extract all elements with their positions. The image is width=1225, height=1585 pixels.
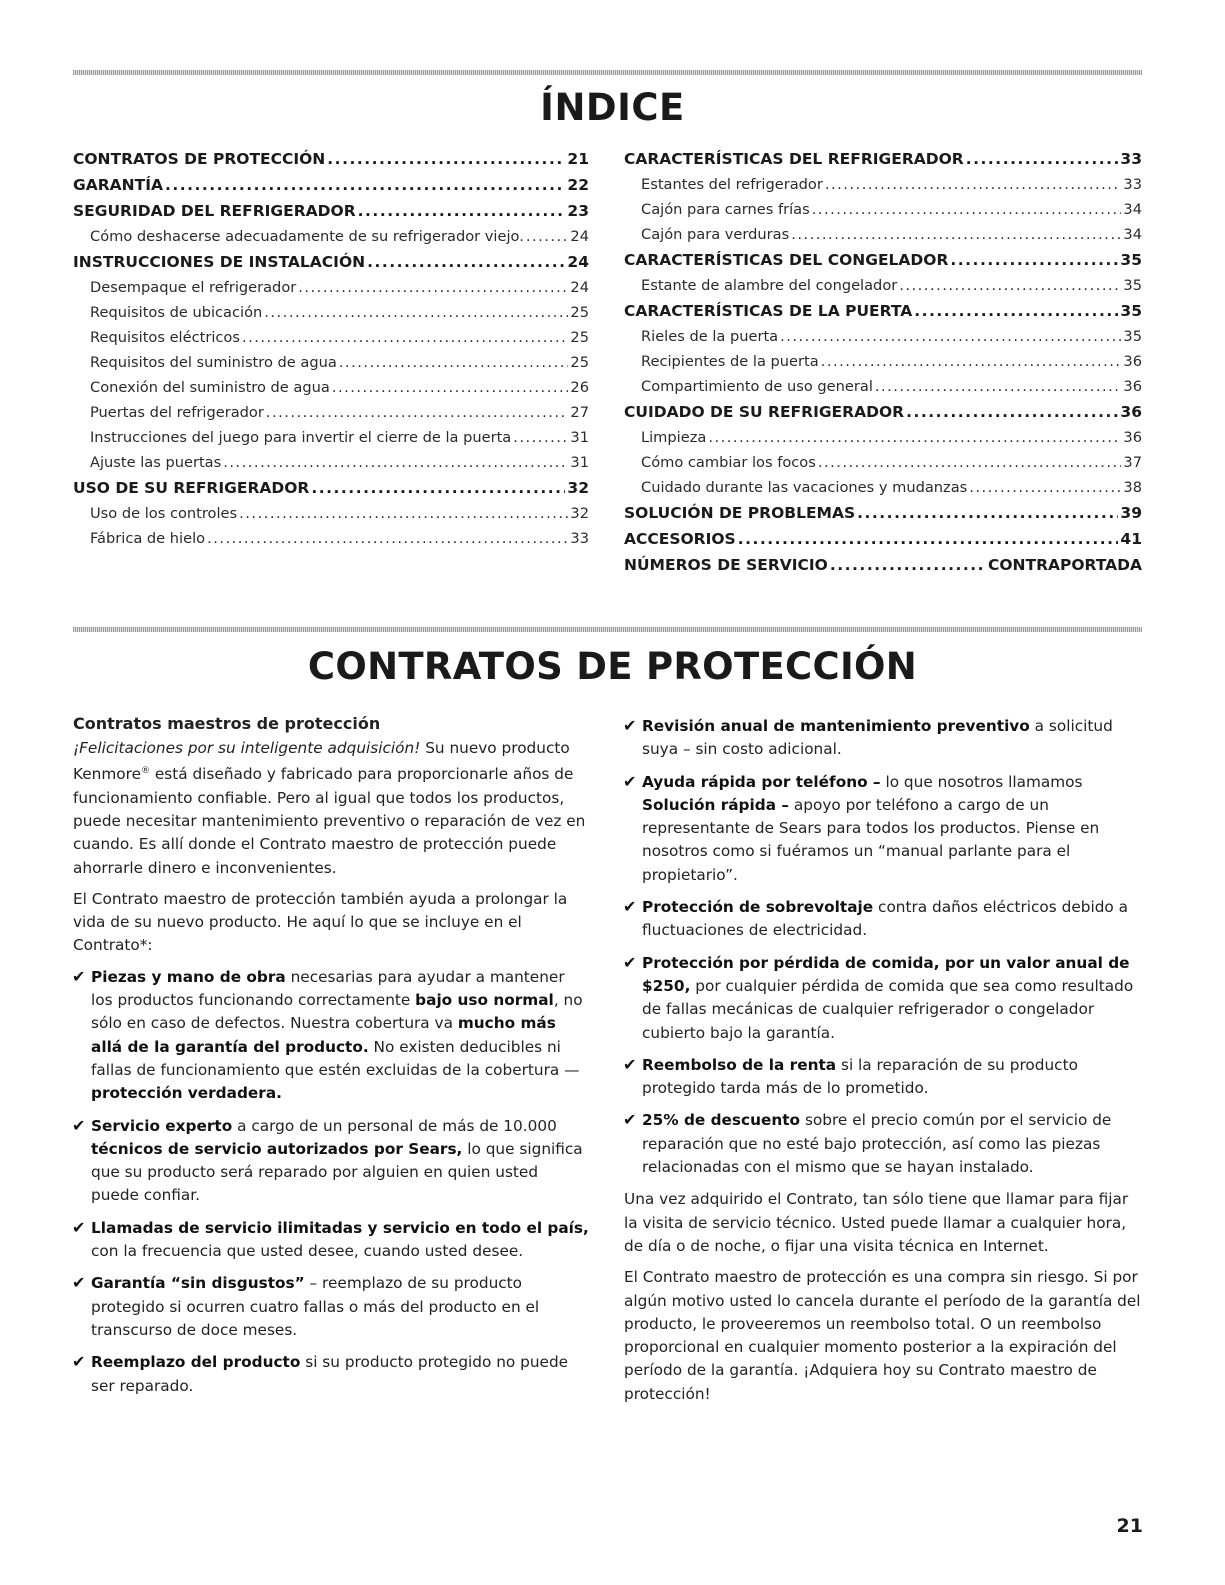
toc-entry-title: Fábrica de hielo (90, 530, 206, 547)
toc-dot-leader (223, 450, 568, 475)
toc-dot-leader (242, 325, 568, 350)
toc-dot-leader (264, 300, 568, 325)
toc-entry-title: NÚMEROS DE SERVICIO (624, 556, 828, 574)
toc-dot-leader (966, 147, 1119, 172)
page-number: 21 (1116, 1515, 1143, 1537)
toc-page-number: 25 (570, 304, 589, 321)
toc-page-number: 22 (567, 176, 589, 194)
toc-entry-title: Puertas del refrigerador (90, 404, 264, 421)
toc-section-entry (73, 173, 589, 198)
toc-entry-title: Estante de alambre del congelador (641, 277, 898, 294)
toc-section-entry (624, 527, 1142, 552)
toc-subsection-entry (624, 172, 1142, 197)
toc-entry-title: Desempaque el refrigerador (90, 279, 297, 296)
toc-section-entry (73, 476, 589, 501)
toc-dot-leader (780, 324, 1121, 349)
toc-section-entry (73, 250, 589, 275)
toc-page-number: 39 (1120, 504, 1142, 522)
toc-dot-leader (914, 299, 1118, 324)
toc-page-number: 36 (1123, 429, 1142, 446)
toc-dot-leader (875, 374, 1122, 399)
toc-entry-title: CUIDADO DE SU REFRIGERADOR (624, 403, 905, 421)
toc-entry-title: Requisitos de ubicación (90, 304, 263, 321)
toc-subsection-entry (624, 349, 1142, 374)
toc-entry-title: ACCESORIOS (624, 530, 736, 548)
toc-page-number: CONTRAPORTADA (987, 556, 1142, 574)
toc-section-entry (624, 501, 1142, 526)
toc-section-entry (624, 248, 1142, 273)
toc-entry-title: Instrucciones del juego para invertir el cierre de la puerta (90, 429, 512, 446)
toc-dot-leader (239, 501, 568, 526)
toc-dot-leader (812, 197, 1122, 222)
toc-subsection-entry (73, 350, 589, 375)
toc-entry-title: Limpieza (641, 429, 707, 446)
toc-page-number: 36 (1123, 378, 1142, 395)
toc-dot-leader (339, 350, 569, 375)
toc-dot-leader (791, 222, 1121, 247)
toc-page-number: 25 (570, 354, 589, 371)
section-divider (73, 627, 1142, 632)
benefit-food-loss: ✔ Protección por pérdida de comida, por un valor anual de $250, por cualquier pérdida de comida que sea como resultado de fallas mecánicas de cualquier refrigerador o congelador cubierto bajo la garantía. (623, 952, 1134, 1042)
checkmark-icon: ✔ (72, 966, 86, 986)
checkmark-icon: ✔ (623, 716, 637, 735)
toc-dot-leader (950, 248, 1118, 273)
intro-paragraph: ¡Felicitaciones por su inteligente adquisición! Su nuevo producto Kenmore® está diseñado y fabricado para proporcionarle años de funcionamiento confiable. Pero al igual que todos los productos, puede necesitar mantenimiento preventivo o reparación de vez en cuando. Es allí donde el Contrato maestro de protección puede ahorrarle dinero e inconvenientes. (73, 739, 586, 877)
toc-section-entry (624, 553, 1142, 578)
toc-page-number: 36 (1123, 353, 1142, 370)
benefit-unlimited-calls: ✔ Llamadas de servicio ilimitadas y servicio en todo el país, con la frecuencia que usted desee, cuando usted desee. (72, 1217, 589, 1261)
toc-entry-title: CONTRATOS DE PROTECCIÓN (73, 150, 326, 168)
toc-entry-title: Cajón para verduras (641, 226, 790, 243)
toc-page-number: 34 (1123, 201, 1142, 218)
toc-page-number: 32 (567, 479, 589, 497)
toc-subsection-entry (73, 300, 589, 325)
toc-subsection-entry (624, 475, 1142, 500)
toc-subsection-entry (73, 501, 589, 526)
toc-page-number: 34 (1123, 226, 1142, 243)
toc-page-number: 24 (570, 228, 589, 245)
toc-page-number: 23 (567, 202, 589, 220)
toc-subsection-entry (73, 375, 589, 400)
toc-page-number: 32 (570, 505, 589, 522)
toc-dot-leader (358, 199, 566, 224)
checkmark-icon: ✔ (72, 1352, 86, 1372)
toc-subsection-entry (73, 526, 589, 551)
coverage-paragraph: El Contrato maestro de protección también ayuda a prolongar la vida de su nuevo producto. He aquí lo que se incluye en el Contrato*: (73, 889, 568, 955)
toc-page-number: 25 (570, 329, 589, 346)
benefit-discount: ✔ 25% de descuento sobre el precio común por el servicio de reparación que no esté bajo protección, así como las piezas relacionadas con el mismo que se hayan instalado. (623, 1110, 1112, 1177)
contracts-subheading: Contratos maestros de protección (73, 714, 381, 733)
toc-subsection-entry (624, 374, 1142, 399)
toc-subsection-entry (624, 324, 1142, 349)
toc-page-number: 24 (567, 253, 589, 271)
toc-section-entry (624, 299, 1142, 324)
contracts-title: CONTRATOS DE PROTECCIÓN (307, 645, 918, 688)
checkmark-icon: ✔ (72, 1217, 86, 1237)
toc-entry-title: CARACTERÍSTICAS DE LA PUERTA (624, 302, 913, 320)
toc-entry-title: Compartimiento de uso general (641, 378, 873, 395)
toc-subsection-entry (624, 450, 1142, 475)
toc-section-entry (624, 400, 1142, 425)
toc-dot-leader (857, 501, 1118, 526)
toc-subsection-entry (73, 400, 589, 425)
checkmark-icon: ✔ (623, 897, 637, 917)
toc-dot-leader (266, 400, 569, 425)
benefit-product-replacement: ✔ Reemplazo del producto si su producto protegido no puede ser reparado. (72, 1352, 569, 1395)
toc-dot-leader (969, 475, 1121, 500)
toc-dot-leader (708, 425, 1121, 450)
toc-entry-title: Recipientes de la puerta (641, 353, 819, 370)
contracts-left-column (73, 713, 589, 1407)
toc-entry-title: Cajón para carnes frías (641, 201, 810, 218)
closing-paragraph-1: Una vez adquirido el Contrato, tan sólo tiene que llamar para fijar la visita de servicio técnico. Usted puede llamar a cualquier hora, de día o de noche, o fijar una visita técnica en Internet. (624, 1190, 1129, 1255)
benefit-annual-checkup: ✔ Revisión anual de mantenimiento preventivo a solicitud suya – sin costo adicional. (623, 716, 1113, 759)
toc-subsection-entry (624, 273, 1142, 298)
toc-dot-leader (818, 450, 1122, 475)
index-title: ÍNDICE (540, 86, 685, 129)
toc-page-number: 31 (570, 454, 589, 471)
toc-section-entry (73, 199, 589, 224)
toc-dot-leader (526, 224, 569, 249)
contracts-right-column (624, 715, 1142, 1414)
toc-entry-title: Rieles de la puerta (641, 328, 779, 345)
benefit-parts-labor: ✔ Piezas y mano de obra necesarias para ayudar a mantener los productos funcionando correctamente bajo uso normal, no sólo en caso de defectos. Nuestra cobertura va mucho más allá de la garantía del producto. No existen deducibles ni fallas de funcionamiento que estén excluidas de la cobertura — protección verdadera. (72, 966, 583, 1103)
toc-entry-title: SEGURIDAD DEL REFRIGERADOR (73, 202, 356, 220)
toc-subsection-entry (73, 425, 589, 450)
toc-subsection-entry (73, 450, 589, 475)
checkmark-icon: ✔ (623, 1054, 637, 1074)
toc-dot-leader (165, 173, 565, 198)
toc-entry-title: Estantes del refrigerador (641, 176, 823, 193)
benefit-expert-service: ✔ Servicio experto a cargo de un personal de más de 10.000 técnicos de servicio autorizados por Sears, lo que significa que su producto será reparado por alguien en quien usted puede confiar. (72, 1115, 583, 1205)
toc-left-column (73, 146, 589, 551)
checkmark-icon: ✔ (623, 952, 637, 972)
toc-page-number: 31 (570, 429, 589, 446)
toc-page-number: 35 (1123, 328, 1142, 345)
toc-entry-title: Cuidado durante las vacaciones y mudanzas (641, 479, 968, 496)
toc-entry-title: SOLUCIÓN DE PROBLEMAS (624, 504, 856, 522)
toc-page-number: 21 (567, 150, 589, 168)
benefit-surge-protection: ✔ Protección de sobrevoltaje contra daños eléctricos debido a fluctuaciones de electricidad. (623, 897, 1128, 940)
toc-entry-title: Ajuste las puertas (90, 454, 222, 471)
toc-subsection-entry (624, 222, 1142, 247)
toc-section-entry (624, 147, 1142, 172)
toc-page-number: 35 (1123, 277, 1142, 294)
toc-page-number: 33 (570, 530, 589, 547)
toc-dot-leader (738, 527, 1119, 552)
toc-entry-title: CARACTERÍSTICAS DEL REFRIGERADOR (624, 150, 964, 168)
benefit-rental-reimbursement: ✔ Reembolso de la renta si la reparación de su producto protegido tarda más de lo prometido. (623, 1054, 1078, 1098)
toc-page-number: 37 (1123, 454, 1142, 471)
toc-dot-leader (298, 275, 568, 300)
toc-entry-title: INSTRUCCIONES DE INSTALACIÓN (73, 253, 366, 271)
toc-entry-title: Requisitos del suministro de agua (90, 354, 337, 371)
toc-page-number: 27 (570, 404, 589, 421)
toc-page-number: 26 (570, 379, 589, 396)
toc-subsection-entry (624, 197, 1142, 222)
toc-dot-leader (906, 400, 1118, 425)
toc-dot-leader (332, 375, 569, 400)
toc-entry-title: GARANTÍA (73, 176, 163, 194)
toc-entry-title: Cómo deshacerse adecuadamente de su refrigerador viejo. (90, 228, 524, 245)
toc-dot-leader (821, 349, 1122, 374)
toc-dot-leader (513, 425, 568, 450)
toc-entry-title: Conexión del suministro de agua (90, 379, 330, 396)
benefit-phone-help: ✔ Ayuda rápida por teléfono – lo que nosotros llamamos Solución rápida – apoyo por teléfono a cargo de un representante de Sears para todos los productos. Piense en nosotros como si fuéramos un “manual parlante para el propietario”. (623, 771, 1100, 884)
toc-dot-leader (899, 273, 1121, 298)
toc-page-number: 36 (1120, 403, 1142, 421)
toc-page-number: 24 (570, 279, 589, 296)
toc-subsection-entry (624, 425, 1142, 450)
toc-page-number: 41 (1120, 530, 1142, 548)
toc-dot-leader (825, 172, 1122, 197)
toc-dot-leader (367, 250, 565, 275)
toc-entry-title: USO DE SU REFRIGERADOR (73, 479, 310, 497)
toc-page-number: 35 (1120, 251, 1142, 269)
toc-dot-leader (207, 526, 568, 551)
toc-section-entry (73, 147, 589, 172)
closing-paragraph-2: El Contrato maestro de protección es una compra sin riesgo. Si por algún motivo usted lo cancela durante el período de la garantía del producto, le proveeremos un reembolso total. O un reembolso proporcional en cualquier momento posterior a la expiración del período de la garantía. ¡Adquiera hoy su Contrato maestro de protección! (624, 1268, 1141, 1403)
checkmark-icon: ✔ (72, 1273, 86, 1293)
toc-page-number: 38 (1123, 479, 1142, 496)
toc-entry-title: Uso de los controles (90, 505, 238, 522)
toc-page-number: 35 (1120, 302, 1142, 320)
toc-subsection-entry (73, 224, 589, 249)
toc-page-number: 33 (1120, 150, 1142, 168)
top-divider (73, 70, 1142, 75)
toc-dot-leader (311, 476, 565, 501)
toc-subsection-entry (73, 325, 589, 350)
checkmark-icon: ✔ (623, 1110, 637, 1130)
checkmark-icon: ✔ (72, 1115, 86, 1135)
toc-right-column (624, 146, 1142, 578)
checkmark-icon: ✔ (623, 771, 637, 791)
toc-dot-leader (327, 147, 565, 172)
toc-entry-title: Cómo cambiar los focos (641, 454, 816, 471)
benefit-no-lemon: ✔ Garantía “sin disgustos” – reemplazo de su producto protegido si ocurren cuatro fallas o más del producto en el transcurso de doce meses. (72, 1273, 540, 1339)
toc-entry-title: Requisitos eléctricos (90, 329, 240, 346)
toc-dot-leader (830, 553, 986, 578)
toc-entry-title: CARACTERÍSTICAS DEL CONGELADOR (624, 251, 949, 269)
toc-page-number: 33 (1123, 176, 1142, 193)
toc-subsection-entry (73, 275, 589, 300)
